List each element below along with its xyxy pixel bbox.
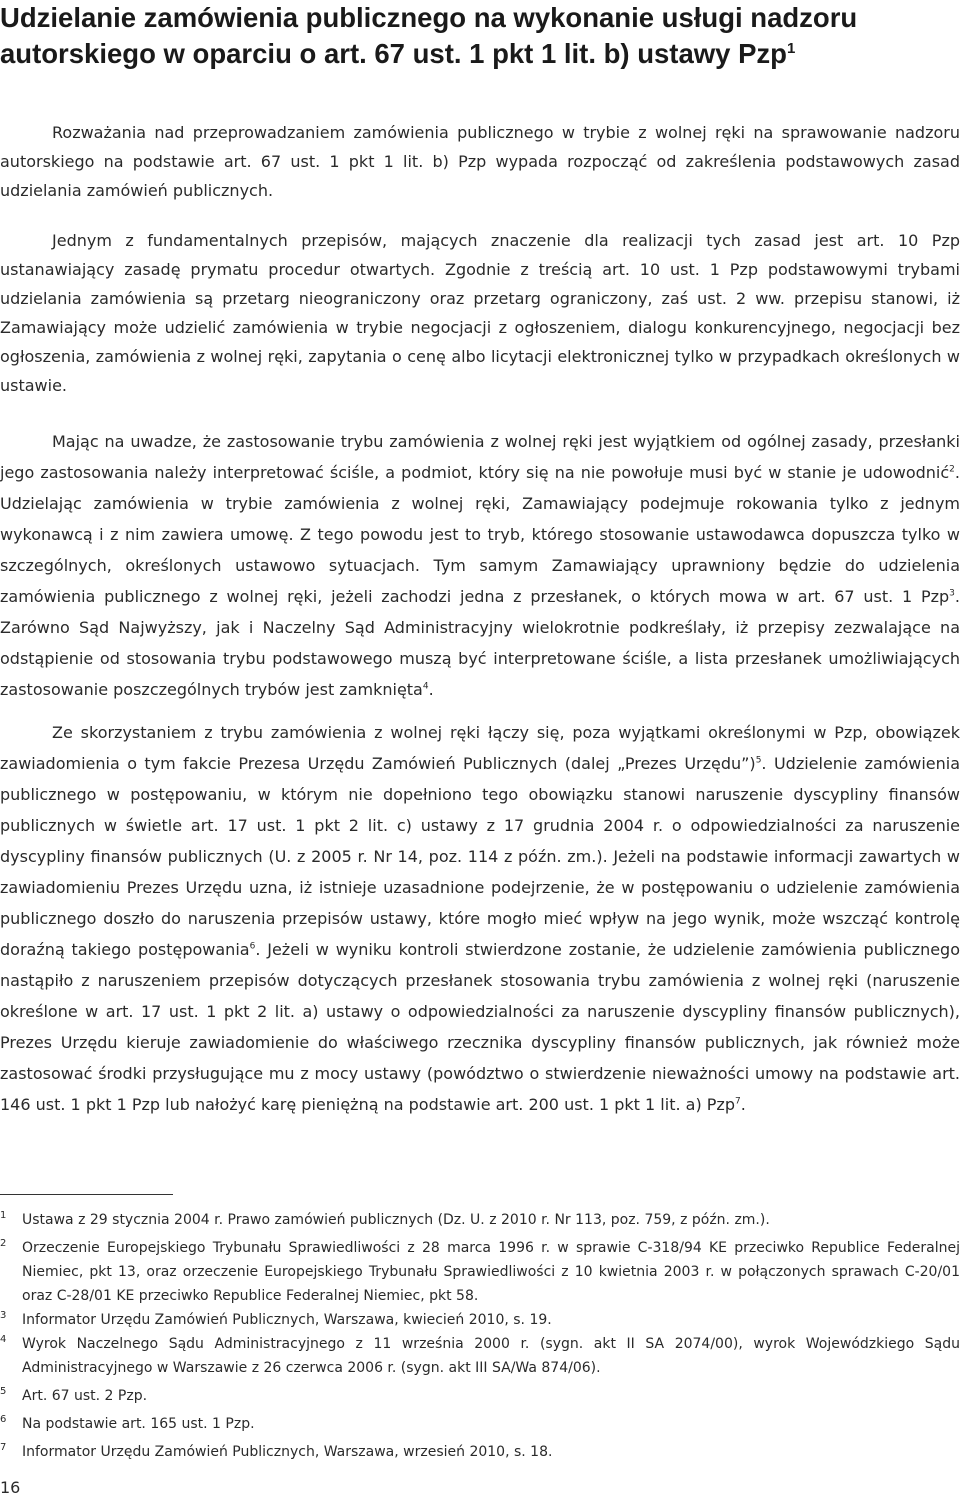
footnote-text: Informator Urzędu Zamówień Publicznych, Warszawa, kwiecień 2010, s. 19. xyxy=(22,1312,552,1328)
paragraph-text xyxy=(0,717,960,1120)
paragraph-1 xyxy=(0,118,960,205)
footnote-number: 1 xyxy=(0,1210,7,1221)
text-segment: . Jeżeli w wyniku kontroli stwierdzone zostanie, że udzielenie zamówienia publicznego nastąpiło z naruszeniem przepisów dotyczących przesłanek stosowania trybu zamówienia z wolnej ręki (naruszenie określone w art. 17 ust. 1 pkt 2 lit. a) ustawy o odpowiedzialności za naruszenie dyscypliny finansów publicznych), Prezes Urzędu kieruje zawiadomienie do właściwego rzecznika dyscypliny finansów publicznych, jak również może zastosować środki przysługujące mu z mocy ustawy (powództwo o stwierdzenie nieważności umowy na podstawie art. 146 ust. 1 pkt 1 Pzp lub nałożyć karę pieniężną na podstawie art. 200 ust. 1 pkt 1 lit. a) Pzp xyxy=(0,940,960,1114)
footnote xyxy=(0,1412,960,1436)
title-text: Udzielanie zamówienia publicznego na wykonanie usługi nadzoru autorskiego w oparciu o art. 67 ust. 1 pkt 1 lit. b) ustawy Pzp xyxy=(0,2,858,69)
document-title xyxy=(0,0,960,72)
footnote-text: Wyrok Naczelnego Sądu Administracyjnego z 11 września 2000 r. (sygn. akt II SA 2074/00), wyrok Wojewódzkiego Sądu Administracyjnego w Warszawie z 26 czerwca 2006 r. (sygn. akt III SA/Wa 874/06). xyxy=(22,1336,960,1376)
footnotes xyxy=(0,1208,960,1464)
footnote-ref-7: 7 xyxy=(734,1096,741,1107)
footnote-ref-3: 3 xyxy=(949,588,955,599)
text-segment: . xyxy=(428,680,434,699)
footnote-ref-5: 5 xyxy=(755,755,762,766)
text-segment: . xyxy=(740,1095,746,1114)
footnote-text: Na podstawie art. 165 ust. 1 Pzp. xyxy=(22,1416,255,1432)
footnote-divider xyxy=(0,1194,173,1195)
paragraph-2 xyxy=(0,226,960,400)
text-segment: . Udzielenie zamówienia publicznego w postępowaniu, w którym nie dopełniono tego obowiązku stanowi naruszenie dyscypliny finansów publicznych w świetle art. 17 ust. 1 pkt 2 lit. c) ustawy z 17 grudnia 2004 r. o odpowiedzialności za naruszenie dyscypliny finansów publicznych (U. z 2005 r. Nr 14, poz. 114 z późn. zm.). Jeżeli na podstawie informacji zawartych w zawiadomieniu Prezes Urzędu uzna, iż istnieje uzasadnione podejrzenie, że w postępowaniu o udzielenie zamówienia publicznego doszło do naruszenia przepisów ustawy, które mogło mieć wpływ na jego wynik, może wszcząć kontrolę doraźną takiego postępowania xyxy=(0,754,960,959)
footnote-number: 7 xyxy=(0,1442,7,1453)
paragraph-text: Rozważania nad przeprowadzaniem zamówienia publicznego w trybie z wolnej ręki na sprawowanie nadzoru autorskiego na podstawie art. 67 ust. 1 pkt 1 lit. b) Pzp wypada rozpocząć od zakreślenia podstawowych zasad udzielania zamówień publicznych. xyxy=(0,123,960,200)
footnote xyxy=(0,1308,960,1332)
paragraph-3 xyxy=(0,426,960,705)
paragraph-4 xyxy=(0,717,960,1120)
footnote-text: Orzeczenie Europejskiego Trybunału Sprawiedliwości z 28 marca 1996 r. w sprawie C-318/94 KE przeciwko Republice Federalnej Niemiec, pkt 13, oraz orzeczenie Europejskiego Trybunału Sprawiedliwości z 10 kwietnia 2003 r. w połączonych sprawach C-20/01 oraz C-28/01 KE przeciwko Republice Federalnej Niemiec, pkt 58. xyxy=(22,1240,960,1304)
text-segment: Mając na uwadze, że zastosowanie trybu zamówienia z wolnej ręki jest wyjątkiem od ogólnej zasady, przesłanki jego zastosowania należy interpretować ściśle, a podmiot, który się na nie powołuje musi być w stanie je udowodnić xyxy=(0,432,960,482)
text-segment: . Zarówno Sąd Najwyższy, jak i Naczelny Sąd Administracyjny wielokrotnie podkreślały, iż przepisy zezwalające na odstąpienie od stosowania trybu podstawowego muszą być interpretowane ściśle, a lista przesłanek umożliwiających zastosowanie poszczególnych trybów jest zamknięta xyxy=(0,587,960,699)
footnote xyxy=(0,1208,960,1232)
paragraph-text: Jednym z fundamentalnych przepisów, mających znaczenie dla realizacji tych zasad jest art. 10 Pzp ustanawiający zasadę prymatu procedur otwartych. Zgodnie z treścią art. 10 ust. 1 Pzp podstawowymi trybami udzielania zamówienia są przetarg nieograniczony oraz przetarg ograniczony, zaś ust. 2 ww. przepisu stanowi, iż Zamawiający może udzielić zamówienia w trybie negocjacji z ogłoszeniem, dialogu konkurencyjnego, negocjacji bez ogłoszenia, zamówienia z wolnej ręki, zapytania o cenę albo licytacji elektronicznej tylko w przypadkach określonych w ustawie. xyxy=(0,231,960,395)
footnote xyxy=(0,1332,960,1380)
footnote-text: Ustawa z 29 stycznia 2004 r. Prawo zamówień publicznych (Dz. U. z 2010 r. Nr 113, poz. 759, z późn. zm.). xyxy=(22,1212,770,1228)
text-segment: . Udzielając zamówienia w trybie zamówienia z wolnej ręki, Zamawiający podejmuje rokowania tylko z jednym wykonawcą i z nim zawiera umowę. Z tego powodu jest to tryb, którego stosowanie ustawodawca dopuszcza tylko w szczególnych, określonych ustawowo sytuacjach. Tym samym Zamawiający uprawniony będzie do udzielenia zamówienia publicznego z wolnej ręki, jeżeli zachodzi jedna z przesłanek, o których mowa w art. 67 ust. 1 Pzp xyxy=(0,463,960,606)
footnote-ref-6: 6 xyxy=(249,941,256,952)
footnote xyxy=(0,1384,960,1408)
footnote-number: 2 xyxy=(0,1238,7,1249)
footnote xyxy=(0,1236,960,1308)
footnote-number: 4 xyxy=(0,1334,7,1345)
paragraph-text xyxy=(0,426,960,705)
footnote-text: Art. 67 ust. 2 Pzp. xyxy=(22,1388,148,1404)
footnote xyxy=(0,1440,960,1464)
footnote-ref-2: 2 xyxy=(949,464,955,475)
footnote-text: Informator Urzędu Zamówień Publicznych, Warszawa, wrzesień 2010, s. 18. xyxy=(22,1444,553,1460)
text-segment: Ze skorzystaniem z trybu zamówienia z wolnej ręki łączy się, poza wyjątkami określonymi w Pzp, obowiązek zawiadomienia o tym fakcie Prezesa Urzędu Zamówień Publicznych (dalej „Prezes Urzędu”) xyxy=(0,723,960,773)
footnote-number: 6 xyxy=(0,1414,7,1425)
footnote-ref-4: 4 xyxy=(422,681,429,692)
footnote-number: 3 xyxy=(0,1310,7,1321)
title-footnote-ref: 1 xyxy=(786,39,796,57)
footnote-number: 5 xyxy=(0,1386,7,1397)
page-number: 16 xyxy=(0,1478,21,1497)
